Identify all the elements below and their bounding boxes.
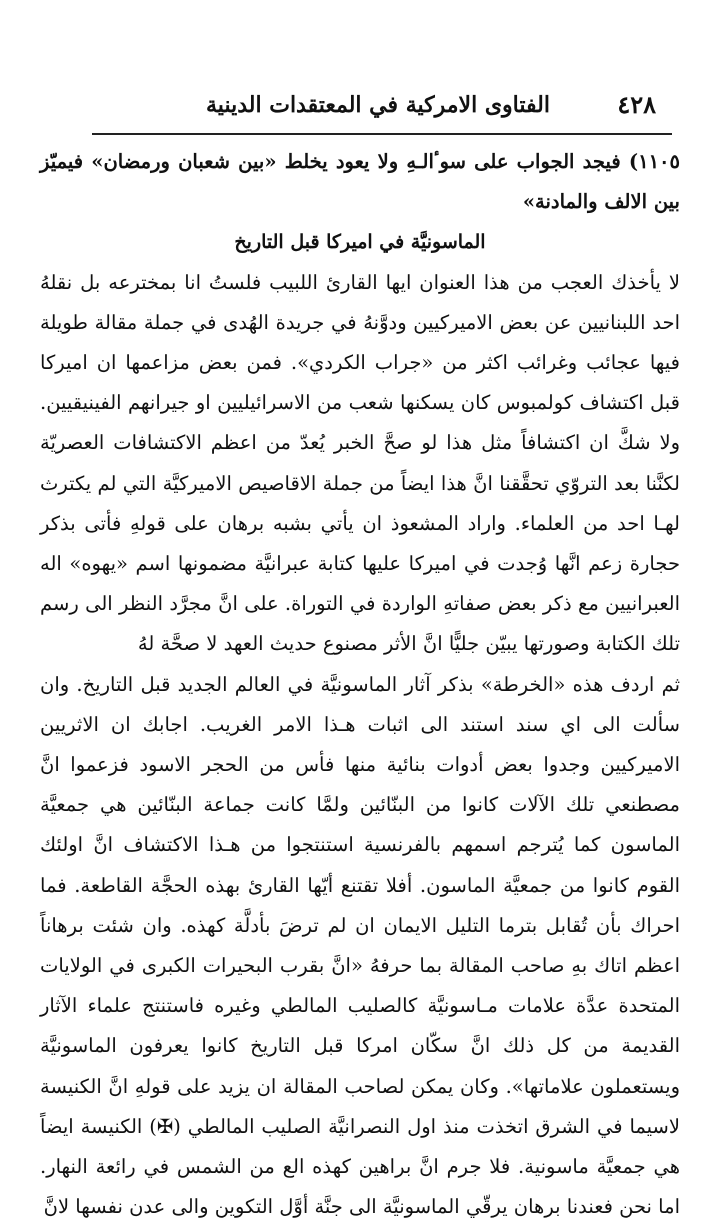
running-title: الفتاوى الامركية في المعتقدات الدينية xyxy=(206,92,550,118)
page-body xyxy=(40,142,680,1227)
page-number: ٤٢٨ xyxy=(617,90,656,119)
paragraph-1: لا يأخذك العجب من هذا العنوان ايها القارئ اللبيب فلستُ انا بمخترعه بل نقلهُ احد اللبنانيين عن بعض الاميركيين ودوَّنهُ في جريدة الهُدى في جملة مقالة طويلة فيها عجائب وغرائب اكثر من «جراب الكردي». فمن بعض مزاعمها ان اميركا قبل اكتشاف كولمبوس كان يسكنها شعب من الاسرائيليين او جيرانهم الفينيقيين. ولا شكَّ ان اكتشافاً مثل هذا لو صحَّ الخبر يُعدّ من اعظم الاكتشافات العصريّة لكنَّنا بعد التروّي تحقَّقنا انَّ هذا ايضاً من جملة الاقاصيص الاميركيَّة التي لم يكترث لهـا احد من العلماء. واراد المشعوذ ان يأتي بشبه برهان على قولهِ فأتى بذكر حجارة زعم انَّها وُجدت في اميركا عليها كتابة عبرانيَّة مضمونها اسم «يهوه» اله العبرانيين مع ذكر بعض صفاتهِ الواردة في التوراة. على انَّ مجرَّد النظر الى رسم تلك الكتابة وصورتها يبيّن جليًّا انَّ الأثر مصنوع حديث العهد لا صحَّة لهُ xyxy=(40,270,680,656)
page-header xyxy=(92,86,664,126)
footnote-continuation: ١١٠٥) فيجد الجواب على سوٴالـهِ ولا يعود يخلط «بين شعبان ورمضان» فيميّز بين الالف والمادنة» xyxy=(40,150,680,214)
paragraph-2: ثم اردف هذه «الخرطة» بذكر آثار الماسونيَّة في العالم الجديد قبل التاريخ. وان سألت الى اي سند استند الى اثبات هـذا الامر الغريب. اجابك ان الاثريين الاميركيين وجدوا بعض أدوات بنائية منها فأس من الحجر الاسود فزعموا انَّ مصطنعي تلك الآلات كانوا من البنّائين ولمَّا كانت جماعة البنّائين هي جمعيَّة الماسون كما يُترجم اسمهم بالفرنسية استنتجوا من هـذا الاكتشاف انَّ اولئك القوم كانوا من جمعيَّة الماسون. أفلا تقتنع أيّها القارئ بهذه الحجَّة القاطعة. فما احراك بأن تُقابل بترما التليل الايمان ان لم ترضَ بأدلَّة كهذه. وان شئت برهاناً اعظم اتاك بهِ صاحب المقالة بما حرفهُ «انَّ بقرب البحيرات الكبرى في الولايات المتحدة عدَّة علامات مـاسونيَّة كالصليب المالطي وغيره فاستنتج علماء الآثار القديمة من كل ذلك انَّ سكّان امركا قبل التاريخ كانوا يعرفون الماسونيَّة ويستعملون علاماتها». وكان يمكن لصاحب المقالة ان يزيد على قولهِ انَّ الكنيسة لاسيما في الشرق اتخذت منذ اول النصرانيَّة الصليب المالطي (✠) الكنيسة ايضاً هي جمعيَّة ماسونية. فلا جرم انَّ براهين كهذه الع من الشمس في رائعة النهار. اما نحن فعندنا برهان يرقّي الماسونيَّة الى جنَّة أوَّل التكوين والى عدن نفسها لانَّ xyxy=(40,672,680,1219)
section-heading: الماسونيَّة في اميركا قبل التاريخ xyxy=(234,231,486,254)
header-divider xyxy=(92,133,672,135)
